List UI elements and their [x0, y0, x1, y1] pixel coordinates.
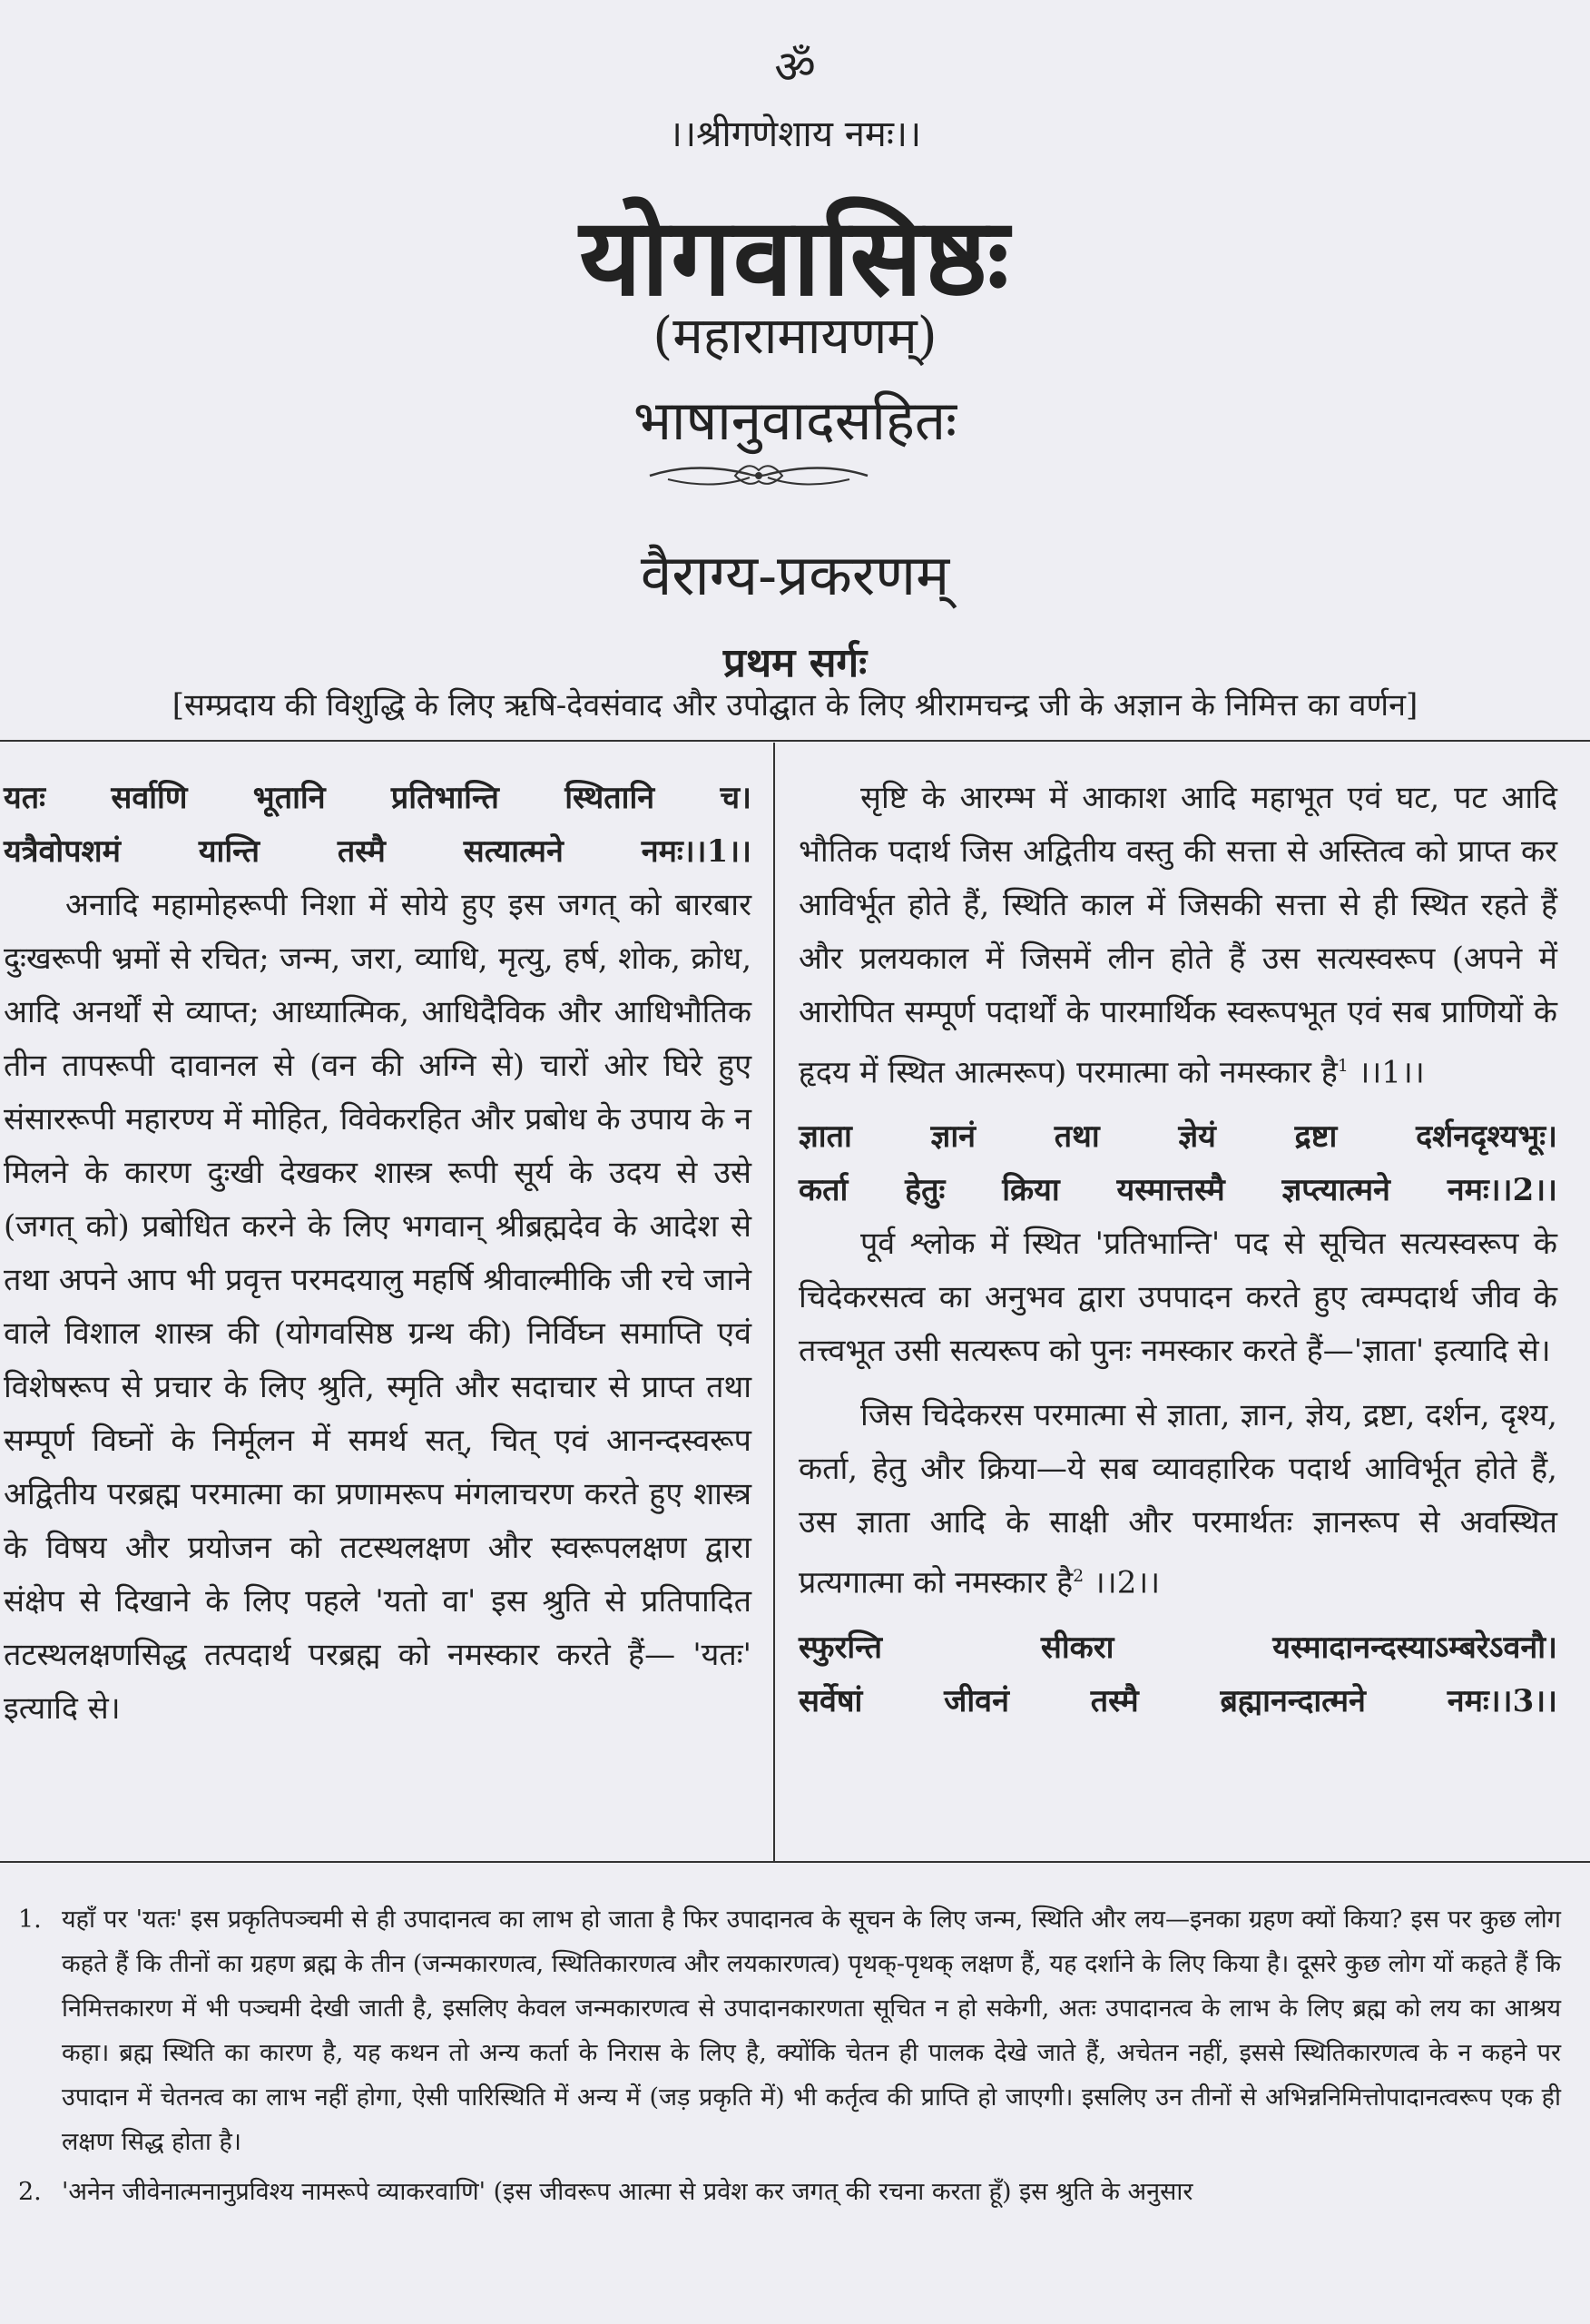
page-title: योगवासिष्ठः: [579, 193, 1011, 320]
footnote: [18, 2170, 1561, 2214]
verse-1-commentary: [799, 772, 1557, 1099]
verse-number: ।।1।।: [1358, 1054, 1425, 1091]
para-text: जिस चिदेकरस परमात्मा से ज्ञाता, ज्ञान, ज्ञेय, द्रष्टा, दर्शन, दृश्य, कर्ता, हेतु और क्रिया—ये सब व्यावहारिक पदार्थ आविर्भूत होते हैं, उस ज्ञाता आदि के साक्षी और परमार्थतः ज्ञानरूप से अवस्थित प्रत्यगात्मा को नमस्कार है: [799, 1397, 1557, 1601]
invocation: ।।श्रीगणेशाय नमः।।: [668, 113, 922, 155]
verse-2-line-1: ज्ञाता ज्ञानं तथा ज्ञेयं द्रष्टा दर्शनदृश्यभूः।: [799, 1118, 1557, 1156]
subtitle: (महारामायणम्): [653, 307, 937, 366]
verse-2-commentary: पूर्व श्लोक में स्थित 'प्रतिभान्ति' पद से सूचित सत्यस्वरूप के चिदेकरसत्व का अनुभव द्वारा उपपादन करते हुए त्वम्पदार्थ जीव के तत्त्वभूत उसी सत्यरूप को पुनः नमस्कार करते हैं—'ज्ञाता' इत्यादि से।: [799, 1226, 1557, 1370]
chapter-summary: [सम्प्रदाय की विशुद्धि के लिए ऋषि-देवसंवाद और उपोद्घात के लिए श्रीरामचन्द्र जी के अज्ञान के निमित्त का वर्णन]: [172, 687, 1418, 724]
verse-2-line-2: कर्ता हेतुः क्रिया यस्मात्तस्मै ज्ञप्त्यात्मने नमः।।2।।: [799, 1172, 1557, 1209]
top-divider: [0, 740, 1590, 742]
verse-1-line-1: यतः सर्वाणि भूतानि प्रतिभान्ति स्थितानि च।: [4, 780, 751, 816]
footnote-number: 2.: [18, 2178, 42, 2206]
verse-number: ।।2।।: [1093, 1564, 1161, 1601]
footnote: [18, 1897, 1561, 2164]
section-title: वैराग्य-प्रकरणम्: [640, 542, 950, 608]
footnote-ref: 1: [1337, 1057, 1349, 1076]
footnote-number: 1.: [18, 1905, 42, 1934]
left-column: [4, 772, 751, 1736]
para-text: सृष्टि के आरम्भ में आकाश आदि महाभूत एवं घट, पट आदि भौतिक पदार्थ जिस अद्वितीय वस्तु की सत्ता से अस्तित्व को प्राप्त कर आविर्भूत होते हैं, स्थिति काल में जिसकी सत्ता से ही स्थित रहते हैं और प्रलयकाल में जिसमें लीन होते हैं उस सत्यस्वरूप (अपने में आरोपित सम्पूर्ण पदार्थों के पारमार्थिक स्वरूपभूत एवं सब प्राणियों के हृदय में स्थित आत्मरूप) परमात्मा को नमस्कार है: [799, 780, 1557, 1091]
verse-2-commentary-2: [799, 1389, 1557, 1610]
footnote-text: 'अनेन जीवेनात्मनानुप्रविश्य नामरूपे व्याकरवाणि' (इस जीवरूप आत्मा से प्रवेश कर जगत् की रचना करता हूँ) इस श्रुति के अनुसार: [62, 2178, 1193, 2206]
column-divider: [773, 743, 775, 1861]
footnotes: [18, 1897, 1561, 2220]
subtitle-translation: भाषानुवादसहितः: [633, 389, 957, 453]
footnote-ref: 2: [1073, 1567, 1085, 1587]
commentary-paragraph: अनादि महामोहरूपी निशा में सोये हुए इस जगत् को बारबार दुःखरूपी भ्रमों से रचित; जन्म, जरा, व्याधि, मृत्यु, हर्ष, शोक, क्रोध, आदि अनर्थों से व्याप्त; आध्यात्मिक, आधिदैविक और आधिभौतिक तीन तापरूपी दावानल से (वन की अग्नि से) चारों ओर घिरे हुए संसाररूपी महारण्य में मोहित, विवेकरहित और प्रबोध के उपाय के न मिलने के कारण दुःखी देखकर शास्त्र रूपी सूर्य के उदय से उसे (जगत् को) प्रबोधित करने के लिए भगवान् श्रीब्रह्मदेव के आदेश से तथा अपने आप भी प्रवृत्त परमदयालु महर्षि श्रीवाल्मीकि जी रचे जाने वाले विशाल शास्त्र की (योगवसिष्ठ ग्रन्थ की) निर्विघ्न समाप्ति एवं विशेषरूप से प्रचार के लिए श्रुति, स्मृति और सदाचार से प्राप्त तथा सम्पूर्ण विघ्नों के निर्मूलन में समर्थ सत्, चित् एवं आनन्दस्वरूप अद्वितीय परब्रह्म परमात्मा का प्रणामरूप मंगलाचरण करते हुए शास्त्र के विषय और प्रयोजन को तटस्थलक्षण और स्वरूपलक्षण द्वारा संक्षेप से दिखाने के लिए पहले 'यतो वा' इस श्रुति से प्रतिपादित तटस्थलक्षणसिद्ध तत्पदार्थ परब्रह्म को नमस्कार करते हैं— 'यतः' इत्यादि से।: [4, 887, 751, 1727]
verse-3-line-2: सर्वेषां जीवनं तस्मै ब्रह्मानन्दात्मने नमः।।3।।: [799, 1682, 1557, 1719]
om-symbol: ॐ: [774, 41, 816, 94]
right-column: [799, 772, 1557, 1728]
chapter-title: प्रथम सर्गः: [722, 640, 868, 686]
footnote-text: यहाँ पर 'यतः' इस प्रकृतिपञ्चमी से ही उपादानत्व का लाभ हो जाता है फिर उपादानत्व के सूचन के लिए जन्म, स्थिति और लय—इनका ग्रहण क्यों किया? इस पर कुछ लोग कहते हैं कि तीनों का ग्रहण ब्रह्म के तीन (जन्मकारणत्व, स्थितिकारणत्व और लयकारणत्व) पृथक्-पृथक् लक्षण हैं, यह दर्शाने के लिए किया है। दूसरे कुछ लोग यों कहते हैं कि निमित्तकारण में भी पञ्चमी देखी जाती है, इसलिए केवल जन्मकारणत्व से उपादानकारणता सूचित न हो सकेगी, अतः उपादानत्व के लाभ के लिए ब्रह्म को लय का आश्रय कहा। ब्रह्म स्थिति का कारण है, यह कथन तो अन्य कर्ता के निरास के लिए है, क्योंकि चेतन ही पालक देखे जाते हैं, अचेतन नहीं, इससे स्थितिकारणत्व के न कहने पर उपादान में चेतनत्व का लाभ नहीं होगा, ऐसी पारिस्थिति में अन्य में (जड़ प्रकृति में) भी कर्तृत्व की प्राप्ति हो जाएगी। इसलिए उन तीनों से अभिन्ननिमित्तोपादानत्वरूप एक ही लक्षण सिद्ध होता है।: [62, 1905, 1561, 2156]
ornament-divider-icon: [641, 456, 877, 499]
verse-1-line-2: यत्रैवोपशमं यान्ति तस्मै सत्यात्मने नमः।।1।।: [4, 833, 751, 870]
footnote-divider: [0, 1861, 1590, 1863]
verse-3-line-1: स्फुरन्ति सीकरा यस्मादानन्दस्याऽम्बरेऽवनौ।: [799, 1629, 1557, 1666]
